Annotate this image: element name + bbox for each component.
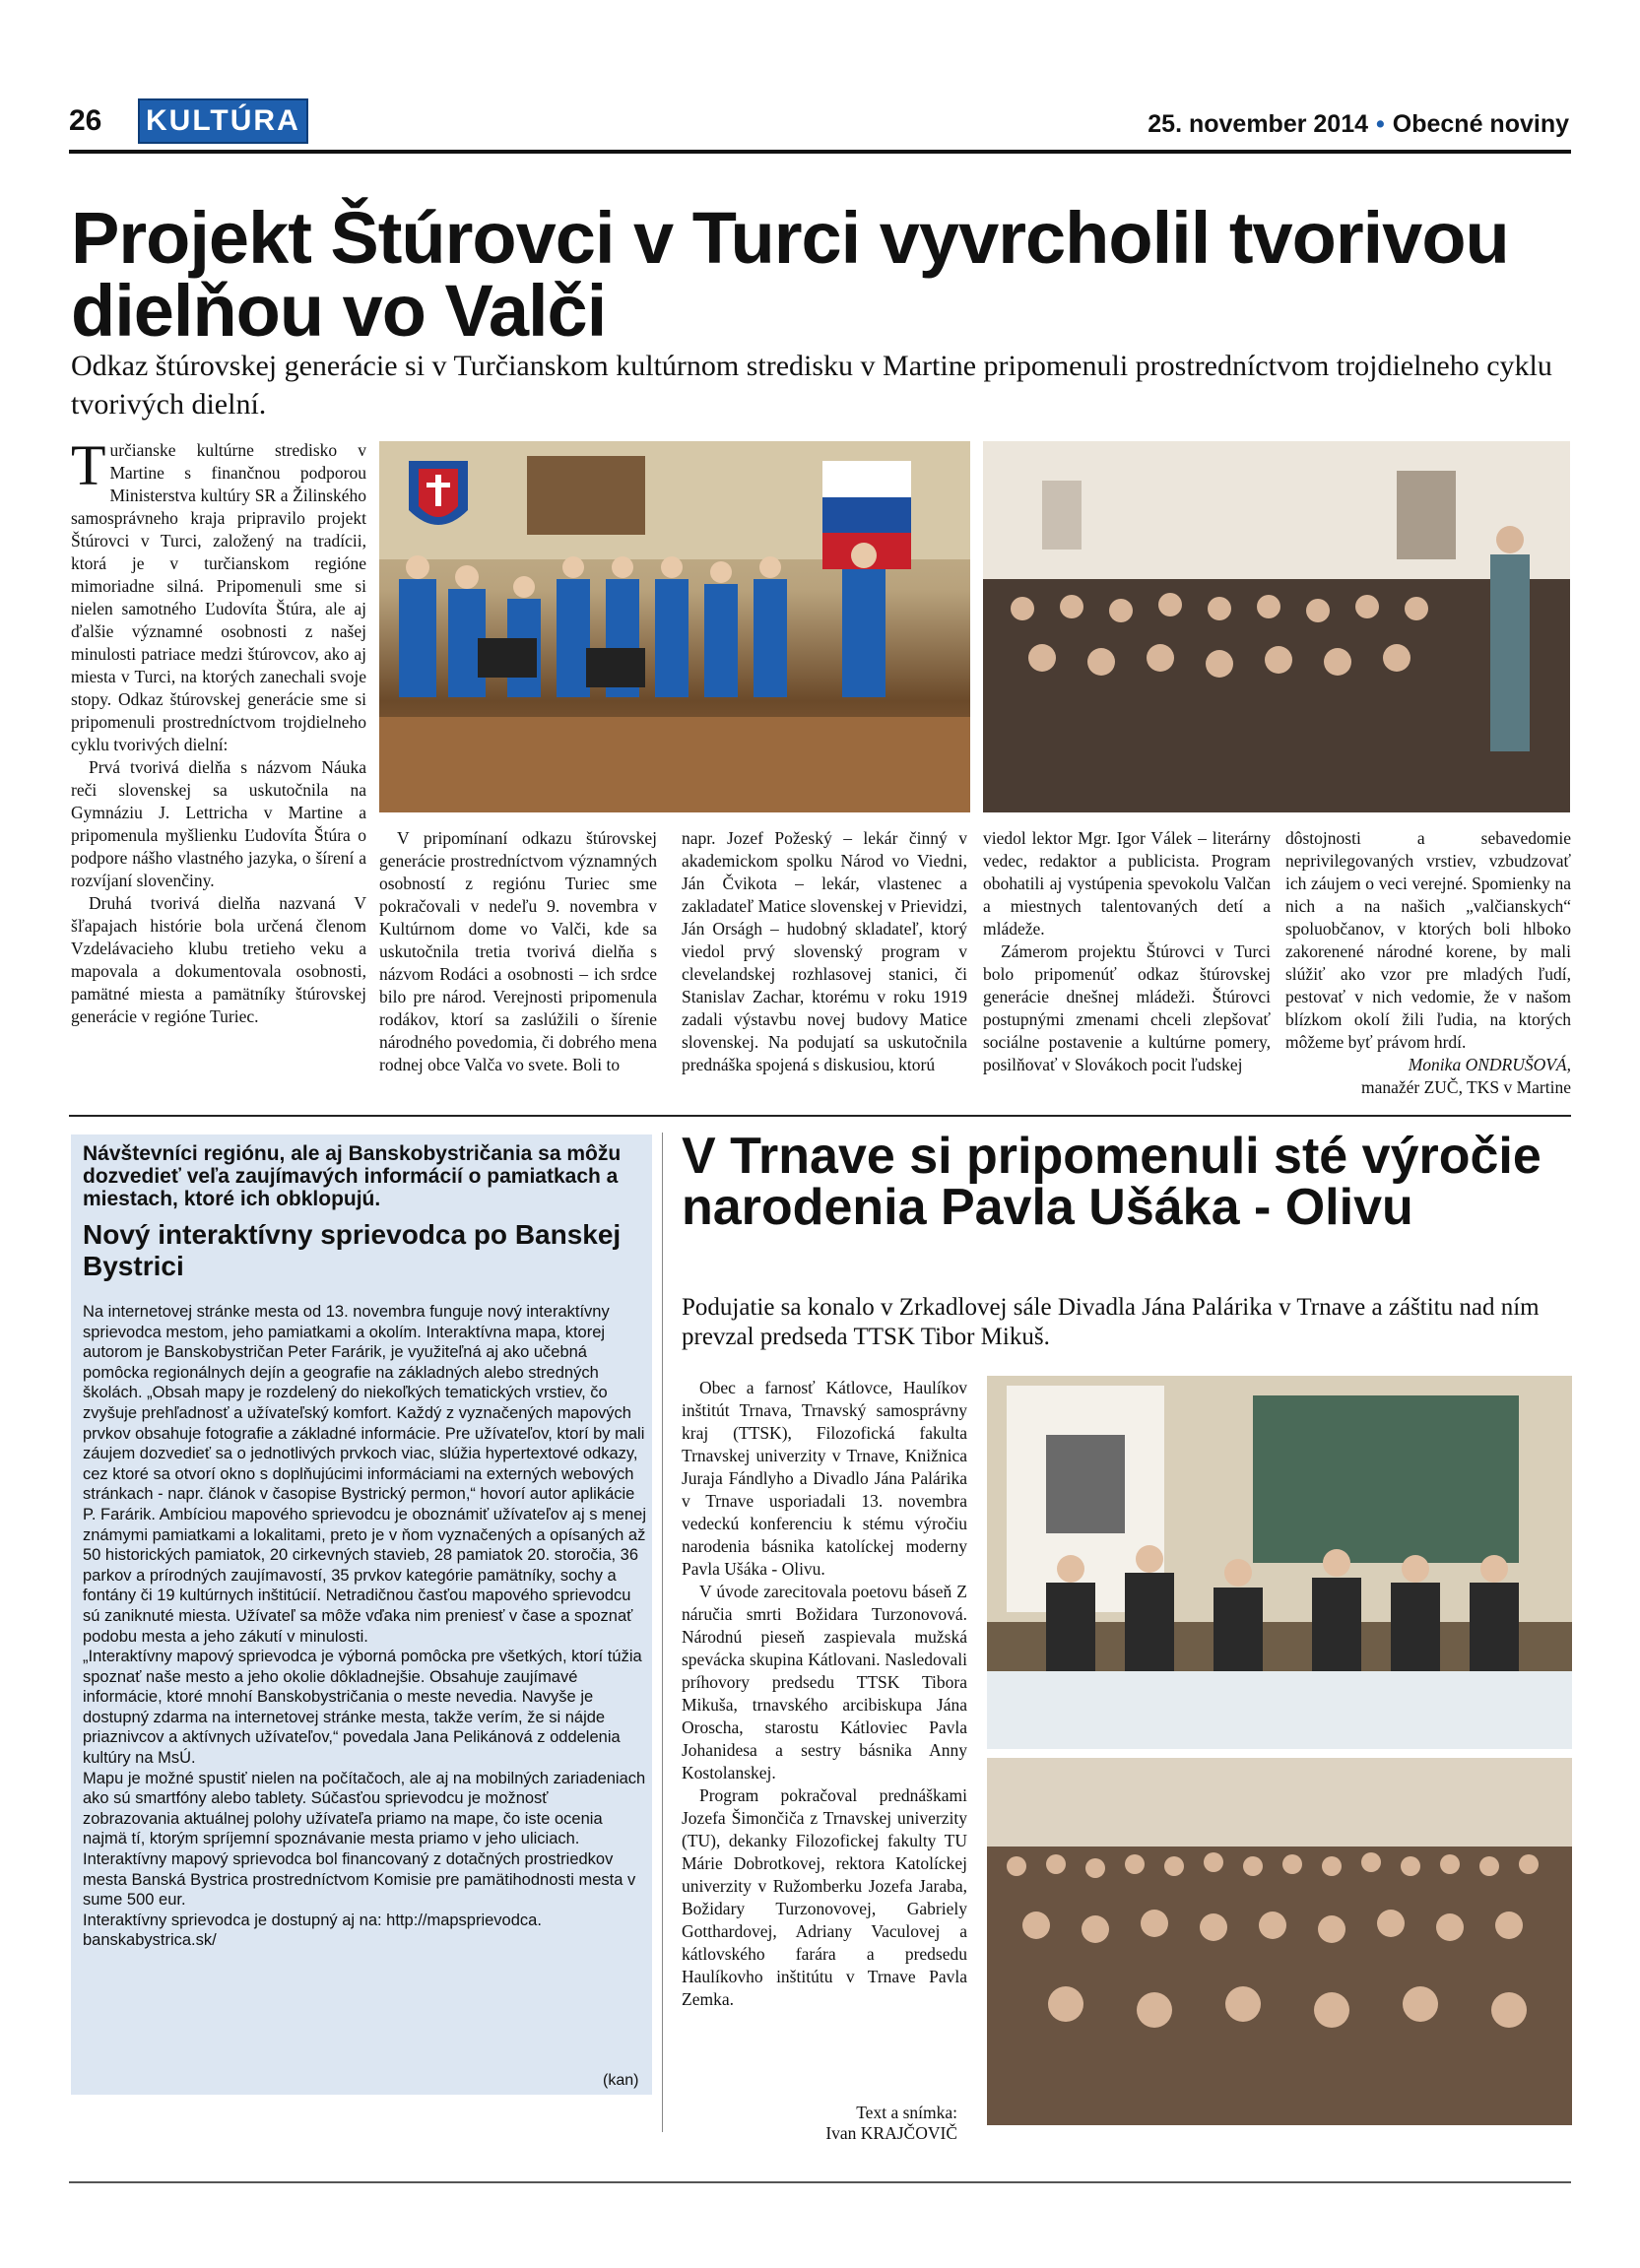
info-box-title: Nový interaktívny sprievodca po Banskej Bystrici — [83, 1219, 622, 1281]
paragraph: viedol lektor Mgr. Igor Válek – literárny vedec, redaktor a publicista. Program obohatili aj vystúpenia spevokolu Valčan a miestnych talentovaných detí a mládeže. — [983, 828, 1271, 939]
paragraph: určianske kultúrne stredisko v Martine s finančnou podporou Ministerstva kultúry SR a Žilinského samosprávneho kraja pripravilo projekt Štúrovci v Turci, založený na tradícii, ktorá je v turčianskom regióne mimoriadne silná. Pripomenuli sme si nielen samotného Ľudovíta Štúra, ale aj ďalšie významné osobnosti z našej minulosti patriace medzi štúrovcov, ako aj miesta v Turci, na ktorých zanechali svoje stopy. Odkaz štúrovskej generácie sme si pripomenuli prostredníctvom trojdielneho cyklu tvorivých dielní: — [71, 440, 366, 754]
separator-bullet: • — [1376, 110, 1385, 138]
paragraph: Na internetovej stránke mesta od 13. novembra funguje nový interaktívny sprievodca mestom, jeho pamiatkami a okolím. Interaktívna mapa, ktorej autorom je Banskobystričan Peter Farárik, je využiteľná aj ako učebná pomôcka regionálnych dejín a geografie na základných alebo stredných školách. „Obsah mapy je rozdelený do niekoľkých tematických vrstiev, čo zvyšuje prehľadnosť a užívateľský komfort. Každý z vyznačených mapových prvkov obsahuje fotografie a základné informácie. Pre užívateľov, ktorí by mali záujem dozvedieť sa o jednotlivých prvkoch viac, slúžia hypertextové odkazy, cez ktoré sa otvorí okno s doplňujúcimi informáciami na externých webových stránkach - napr. článok v časopise Bystrický permon,“ hovorí autor aplikácie P. Farárik. Ambíciou mapového sprievodcu je oboznámiť užívateľov aj s menej známymi pamiatkami a lokalitami, preto je v ňom vyznačených a opísaných až 50 historických pamiatok, 20 cirkevných stavieb, 28 pamiatok 20. storočia, 36 parkov a prírodných zaujímavostí, 35 prvkov kategórie pamätníky, sochy a fontány či 19 kultúrnych inštitúcií. Netradičnou časťou mapového sprievodcu sú zaniknuté miesta. Užívateľ sa môže vďaka nim preniesť v čase a spoznať podobu mesta a jeho zákutí v minulosti. — [83, 1303, 646, 1646]
paragraph: Obec a farnosť Kátlovce, Haulíkov inštitút Trnava, Trnavský samosprávny kraj (TTSK), Filozofická fakulta Trnavskej univerzity v Trnave, Knižnica Juraja Fándlyho a Divadlo Jána Palárika v Trnave usporiadali 13. novembra vedeckú konferenciu k stému výročiu narodenia básnika katolíckej moderny Pavla Ušáka - Olivu. — [682, 1378, 967, 1579]
article2-column — [682, 1377, 967, 2011]
drop-cap: T — [71, 433, 106, 497]
issue-date: 25. november 2014 — [1148, 110, 1369, 138]
article-column-1 — [71, 433, 366, 1028]
author-name: Monika ONDRUŠOVÁ, — [1408, 1055, 1571, 1074]
info-box-kicker: Návštevníci regiónu, ale aj Banskobystričania sa môžu dozvedieť veľa zaujímavých informácií o pamiatkach a miestach, ktoré ich obklopujú. — [83, 1142, 622, 1210]
paragraph: „Interaktívny mapový sprievodca je výborná pomôcka pre všetkých, ktorí túžia spoznať naše mesto a jeho okolie dôkladnejšie. Obsahuje zaujímavé informácie, ktoré mnohí Banskobystričania o meste nevedia. Navyše je dostupný zdarma na internetovej stránke mesta, takže verím, že si nájde priaznivcov a aktívnych užívateľov,“ povedala Jana Pelikánová z oddelenia kultúry na MsÚ. — [83, 1648, 642, 1768]
header-rule — [69, 150, 1571, 154]
paragraph: V pripomínaní odkazu štúrovskej generácie prostredníctvom významných osobností z regiónu Turiec sme pokračovali v nedeľu 9. novembra v Kultúrnom dome vo Valči, kde sa uskutočnila tretia tvorivá dielňa s názvom Rodáci a osobnosti – ich srdce bilo pre národ. Verejnosti pripomenula rodákov, ktorí sa zaslúžili o šírenie národného povedomia, či dobrého mena rodnej obce Valča vo svete. Boli to — [379, 828, 657, 1074]
column-divider — [662, 1133, 663, 2132]
article-column-3 — [682, 827, 967, 1076]
photo-choir-performance — [379, 441, 970, 812]
article-deck: Odkaz štúrovskej generácie si v Turčianskom kultúrnom stredisku v Martine pripomenuli prostredníctvom trojdielneho cyklu tvorivých dielní. — [71, 350, 1552, 421]
photo-conference-audience — [987, 1758, 1572, 2125]
article2-deck: Podujatie sa konalo v Zrkadlovej sále Divadla Jána Palárika v Trnave a záštitu nad ním prevzal predseda TTSK Tibor Mikuš. — [682, 1294, 1540, 1350]
paragraph: Prvá tvorivá dielňa s názvom Náuka reči slovenskej sa uskutočnila na Gymnáziu J. Lettricha v Martine a pripomenula myšlienku Ľudovíta Štúra o podpore nášho vlastného jazyka, o šírení a rozvíjaní slovenčiny. — [71, 757, 366, 890]
paragraph: Interaktívny mapový sprievodca bol financovaný z dotačných prostriedkov mesta Banská Bystrica prostredníctvom Komisie pre pamätihodnosti mesta v sume 500 eur. — [83, 1850, 636, 1910]
photo-conference-panel — [987, 1376, 1572, 1749]
section-divider — [69, 1115, 1571, 1117]
article2-headline: V Trnave si pripomenuli sté výročie narodenia Pavla Ušáka - Olivu — [682, 1128, 1542, 1236]
paragraph: Program pokračoval prednáškami Jozefa Šimončiča z Trnavskej univerzity (TU), dekanky Filozofickej fakulty TU Márie Dobrotkovej, rektora Katolíckej univerzity v Ružomberku Jozefa Jaraba, Božidary Turzonovovej, Gabriely Gotthardovej, Adriany Vaculovej a kátlovského farára a predsedu Haulíkovho inštitútu v Trnave Pavla Zemka. — [682, 1785, 967, 2009]
paragraph: napr. Jozef Požeský – lekár činný v akademickom spolku Národ vo Viedni, Ján Čvikota – lekár, vlastenec a zakladateľ Matice slovenskej v Prievidzi, Ján Orságh – hudobný skladateľ, ktorý viedol prvý slovenský program v clevelandskej rozhlasovej stanici, či Stanislav Zachar, ktorému v roku 1919 zadali výstavbu novej budovy Matice slovenskej. Na podujatí sa uskutočnila prednáška spojená s diskusiou, ktorú — [682, 828, 967, 1074]
paragraph: Interaktívny sprievodca je dostupný aj na: http://mapsprievodca. banskabystrica.sk/ — [83, 1911, 542, 1950]
credit-line: Text a snímka: — [856, 2103, 957, 2122]
paragraph: Mapu je možné spustiť nielen na počítačoch, ale aj na mobilných zariadeniach ako sú smartfóny alebo tablety. Súčasťou sprievodcu je možnosť zobrazovania aktuálnej polohy užívateľa priamo na mape, čo iste ocenia najmä tí, ktorým spríjemní spoznávanie mesta priamo v jeho uliciach. — [83, 1769, 646, 1848]
article-column-5 — [1285, 827, 1571, 1099]
section-label: KULTÚRA — [138, 98, 308, 144]
paragraph: dôstojnosti a sebavedomie neprivilegovaných vrstiev, vzbudzovať ich záujem o veci verejné. Spomienky na nich a na našich „valčianskych“ spoluobčanov, v ktorých boli hlboko zakorenené národné korene, by mali slúžiť ako vzor pre mladých ľudí, pestovať v nich vedomie, že v našom blízkom okolí žili ľudia, na ktorých môžeme byť právom hrdí. — [1285, 828, 1571, 1052]
paragraph: Zámerom projektu Štúrovci v Turci bolo pripomenúť odkaz štúrovskej generácie dnešnej mládeži. Štúrovci postupnými zmenami chceli zlepšovať sociálne postavenie a kultúrne pomery, posilňovať v Slovákoch pocit ľudskej — [983, 941, 1271, 1074]
author-role: manažér ZUČ, TKS v Martine — [1360, 1077, 1571, 1097]
article-column-2 — [379, 827, 657, 1076]
publication-name: Obecné noviny — [1392, 110, 1569, 138]
footer-rule — [69, 2181, 1571, 2183]
page-number: 26 — [69, 104, 102, 137]
article2-credit — [682, 2103, 957, 2144]
credit-name: Ivan KRAJČOVIČ — [825, 2123, 957, 2143]
article-headline: Projekt Štúrovci v Turci vyvrcholil tvorivou dielňou vo Valči — [71, 197, 1509, 352]
article-column-4 — [983, 827, 1271, 1076]
paragraph: V úvode zarecitovala poetovu báseň Z náručia smrti Božidara Turzonovová. Národnú pieseň zaspievala mužská spevácka skupina Kátlovani. Nasledovali príhovory predsedu TTSK Tibora Mikuša, trnavského arcibiskupa Jána Oroscha, starostu Kátloviec Pavla Johanidesa a sestry básnika Anny Kostolanskej. — [682, 1582, 967, 1782]
issue-info — [1148, 110, 1569, 139]
info-box-signature: (kan) — [603, 2072, 639, 2089]
photo-audience — [983, 441, 1570, 812]
info-box-body — [83, 1302, 646, 1951]
paragraph: Druhá tvorivá dielňa nazvaná V šľapajach histórie bola určená členom Vzdelávacieho klubu tretieho veku a mapovala a dokumentovala osobnosti, pamätné miesta a pamätníky štúrovskej generácie v regióne Turiec. — [71, 893, 366, 1026]
